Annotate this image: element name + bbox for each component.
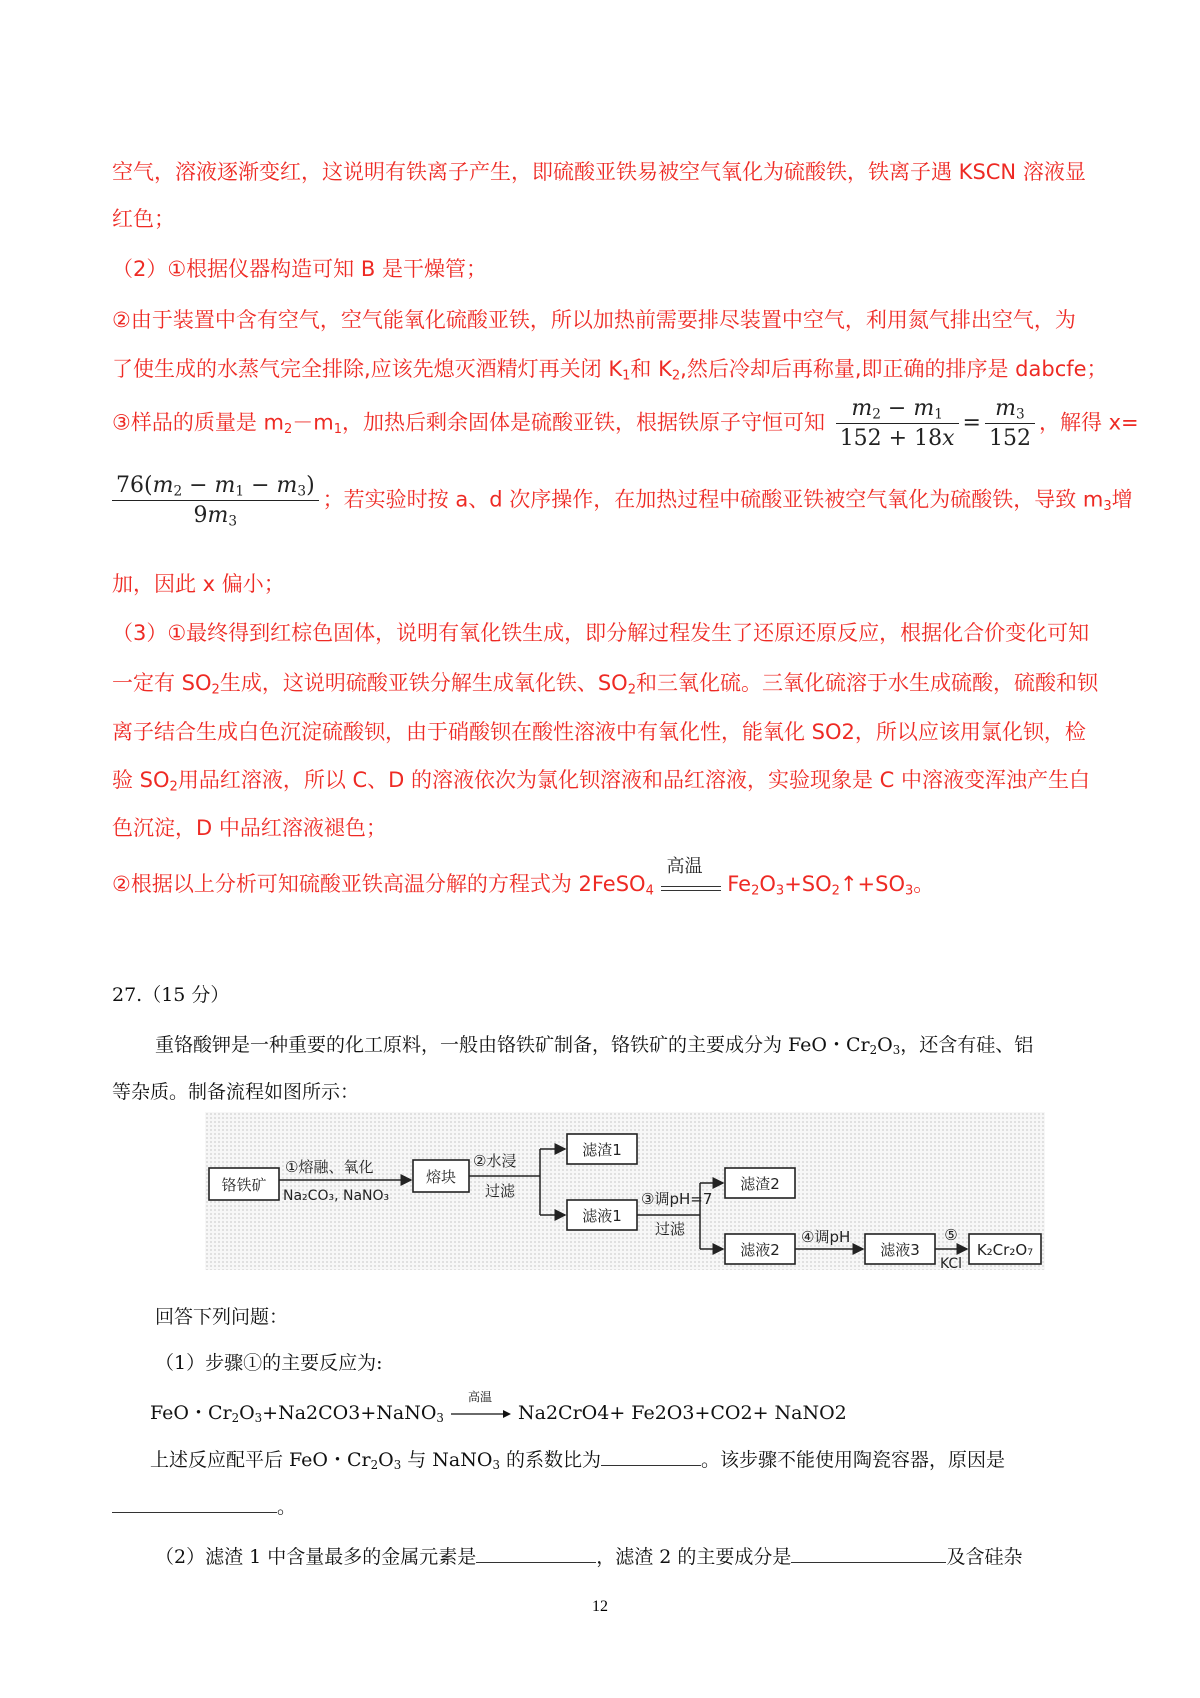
- flow-label: KCl: [939, 1256, 963, 1270]
- answer-blank[interactable]: [112, 1511, 277, 1513]
- flow-label: 熔块: [425, 1168, 457, 1186]
- flow-label: 滤渣1: [582, 1141, 622, 1159]
- mass-ratio-fraction: $\frac{m_2 - m_1}{152 + 18x}$: [836, 396, 959, 451]
- flow-label: 滤液3: [880, 1241, 920, 1259]
- answer-line: 验 $SO_2$用品红溶液，所以 C、D 的溶液依次为氯化钡溶液和品红溶液，实验现象是 C 中溶液变浑浊产生白: [112, 768, 1091, 795]
- flow-label: 过滤: [485, 1182, 516, 1200]
- condition-arrow: 高温: [450, 1402, 512, 1424]
- answer-equation: ②根据以上分析可知硫酸亚铁高温分解的方程式为 2FeSO$_4$ 高温 $Fe_2O_3+SO_2↑+SO_3$。: [112, 856, 935, 899]
- question-part1b: 上述反应配平后 FeO・$Cr_2O_3$ 与 NaNO$_3$ 的系数比为 。该步骤不能使用陶瓷容器，原因是: [150, 1449, 1005, 1472]
- flow-label: Na₂CO₃, NaNO₃: [283, 1188, 390, 1204]
- answer-line: 加，因此 x 偏小；: [112, 572, 285, 596]
- answer-line: 一定有 $SO_2$生成，这说明硫酸亚铁分解生成氧化铁、$SO_2$和三氧化硫。三氧化硫溶于水生成硫酸，硫酸和钡: [112, 671, 1098, 698]
- answer-line: （2）①根据仪器构造可知 B 是干燥管；: [112, 257, 487, 281]
- question-part2: （2）滤渣 1 中含量最多的金属元素是 ，滤渣 2 的主要成分是 及含硅杂: [155, 1546, 1023, 1568]
- mass-ratio-fraction-right: $\frac{m_3}{152}$: [985, 396, 1035, 451]
- flow-label: ③调pH=7: [641, 1190, 713, 1208]
- question-intro: 重铬酸钾是一种重要的化工原料，一般由铬铁矿制备，铬铁矿的主要成分为 FeO・$Cr_2O_3$，还含有硅、铝: [155, 1034, 1034, 1057]
- answer-line: （3）①最终得到红棕色固体，说明有氧化铁生成，即分解过程发生了还原还原反应，根据化合价变化可知: [112, 621, 1090, 645]
- answer-line: 空气，溶液逐渐变红，这说明有铁离子产生，即硫酸亚铁易被空气氧化为硫酸铁，铁离子遇 KSCN 溶液显: [112, 160, 1086, 184]
- answer-line-formula: $\frac{76(m_2 - m_1 - m_3)}{9m_3}$ ；若实验时按 a、d 次序操作，在加热过程中硫酸亚铁被空气氧化为硫酸铁，导致 $m_3$增: [112, 473, 1133, 528]
- page-number: 12: [592, 1598, 608, 1615]
- process-flowchart: [205, 1112, 1045, 1270]
- question-header: 27.（15 分）: [112, 984, 230, 1006]
- flow-label: 过滤: [655, 1220, 686, 1238]
- answer-blank[interactable]: [601, 1464, 701, 1466]
- answer-line: 离子结合生成白色沉淀硫酸钡，由于硝酸钡在酸性溶液中有氧化性，能氧化 SO2，所以应该用氯化钡，检: [112, 720, 1086, 744]
- flow-label: ①熔融、氧化: [285, 1158, 374, 1176]
- answer-blank[interactable]: [791, 1561, 946, 1563]
- x-solution-fraction: $\frac{76(m_2 - m_1 - m_3)}{9m_3}$: [112, 473, 319, 528]
- flow-label: 滤渣2: [740, 1175, 780, 1193]
- flow-label: ②水浸: [473, 1152, 517, 1170]
- answer-line: 色沉淀，D 中品红溶液褪色；: [112, 816, 387, 840]
- flow-label: 滤液2: [740, 1241, 780, 1259]
- question-part1c: 。: [112, 1492, 296, 1519]
- flow-label: ⑤: [944, 1226, 958, 1244]
- flow-label: 铬铁矿: [221, 1176, 267, 1194]
- answer-line-formula: ③样品的质量是 $m_2-m_1$，加热后剩余固体是硫酸亚铁，根据铁原子守恒可知 $\frac{m_2 - m_1}{152 + 18x}$ = $\frac{m_3}{152}$ ，解得 x=: [112, 396, 1139, 451]
- question-ask: 回答下列问题：: [155, 1306, 289, 1328]
- answer-line: 了使生成的水蒸气完全排除,应该先熄灭酒精灯再关闭 $K_1$和 $K_2$,然后冷却后再称量,即正确的排序是 dabcfe；: [112, 357, 1108, 384]
- answer-line: ②由于装置中含有空气，空气能氧化硫酸亚铁，所以加热前需要排尽装置中空气，利用氮气排出空气，为: [112, 308, 1076, 332]
- flow-label: K₂Cr₂O₇: [976, 1241, 1034, 1259]
- condition-equals-sign: 高温: [661, 876, 721, 891]
- answer-line: 红色；: [112, 207, 175, 231]
- answer-blank[interactable]: [476, 1561, 596, 1563]
- flow-label: ④调pH: [801, 1228, 851, 1246]
- reaction-equation: FeO・$Cr_2O_3+Na2CO3+NaNO_3$ 高温 Na2CrO4+ Fe2O3+CO2+ NaNO2: [150, 1390, 847, 1425]
- question-part1: （1）步骤①的主要反应为:: [155, 1352, 383, 1374]
- flow-label: 滤液1: [582, 1207, 622, 1225]
- question-intro: 等杂质。制备流程如图所示：: [112, 1081, 360, 1103]
